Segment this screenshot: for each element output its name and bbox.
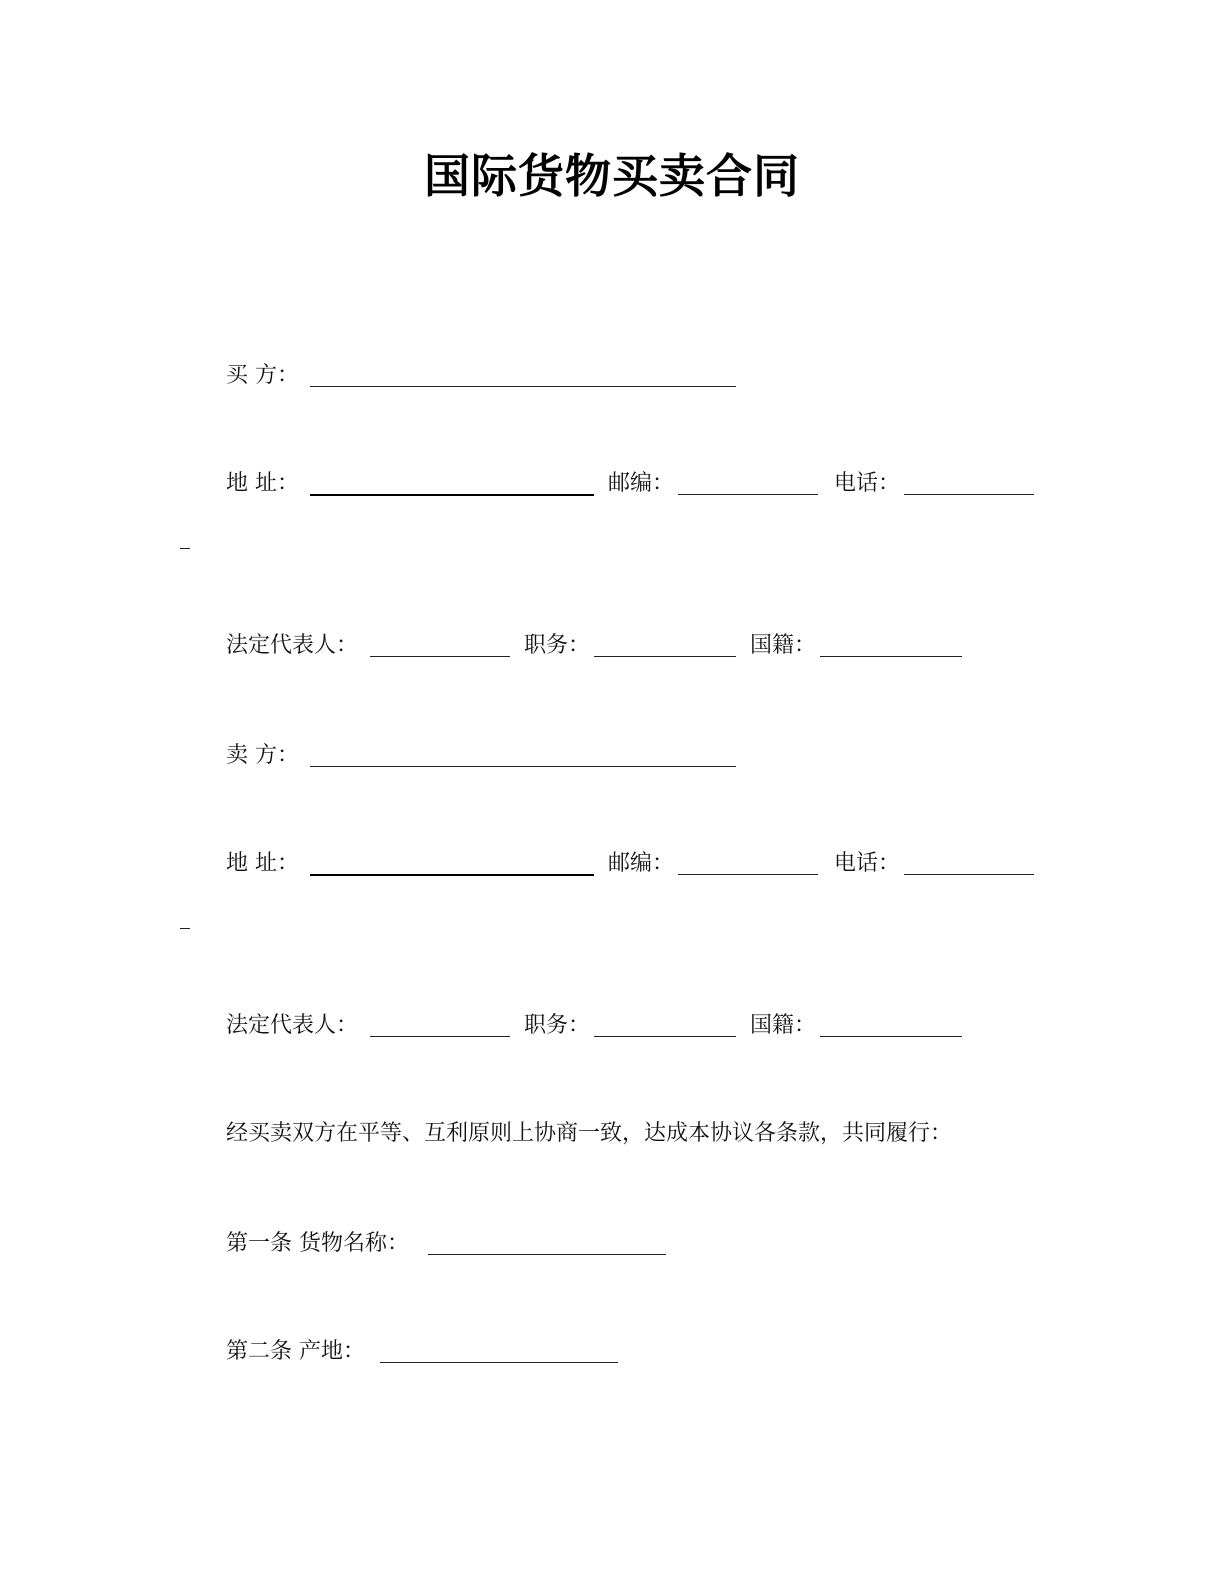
buyer-representative-label: 法定代表人： [226, 633, 359, 658]
buyer-postcode-label: 邮编： [608, 471, 675, 496]
buyer-phone-field[interactable] [904, 494, 1034, 495]
seller-representative-row [226, 1010, 966, 1042]
buyer-phone-label: 电话： [834, 471, 901, 496]
seller-nationality-label: 国籍： [750, 1013, 817, 1038]
seller-party-field[interactable] [310, 766, 736, 767]
article-2-row [226, 1336, 726, 1368]
buyer-representative-row [226, 630, 966, 662]
seller-nationality-field[interactable] [820, 1036, 962, 1037]
buyer-postcode-field[interactable] [678, 494, 818, 495]
seller-phone-field[interactable] [904, 874, 1034, 875]
goods-name-field[interactable] [428, 1254, 666, 1255]
seller-representative-field[interactable] [370, 1036, 510, 1037]
origin-field[interactable] [380, 1362, 618, 1363]
line-wrap-mark [180, 928, 190, 929]
seller-postcode-field[interactable] [678, 874, 818, 875]
buyer-party-row [226, 360, 1026, 392]
seller-position-field[interactable] [594, 1036, 736, 1037]
buyer-representative-field[interactable] [370, 656, 510, 657]
seller-postcode-label: 邮编： [608, 851, 675, 876]
article-2-label: 第二条 产地： [226, 1339, 365, 1364]
article-1-label: 第一条 货物名称： [226, 1231, 409, 1256]
buyer-party-label: 买 方： [226, 363, 299, 388]
buyer-position-field[interactable] [594, 656, 736, 657]
seller-phone-label: 电话： [834, 851, 901, 876]
agreement-paragraph: 经买卖双方在平等、互利原则上协商一致，达成本协议各条款，共同履行： [226, 1121, 953, 1146]
buyer-nationality-label: 国籍： [750, 633, 817, 658]
article-1-row [226, 1228, 726, 1260]
seller-address-field[interactable] [310, 874, 594, 876]
buyer-address-row [226, 468, 1036, 500]
buyer-position-label: 职务： [524, 633, 591, 658]
seller-party-row [226, 740, 1026, 772]
line-wrap-mark [180, 548, 190, 549]
buyer-address-label: 地 址： [226, 471, 299, 496]
buyer-nationality-field[interactable] [820, 656, 962, 657]
seller-position-label: 职务： [524, 1013, 591, 1038]
buyer-address-field[interactable] [310, 494, 594, 496]
document-title: 国际货物买卖合同 [424, 149, 800, 203]
seller-address-row [226, 848, 1036, 880]
seller-address-label: 地 址： [226, 851, 299, 876]
seller-party-label: 卖 方： [226, 743, 299, 768]
seller-representative-label: 法定代表人： [226, 1013, 359, 1038]
buyer-party-field[interactable] [310, 386, 736, 387]
